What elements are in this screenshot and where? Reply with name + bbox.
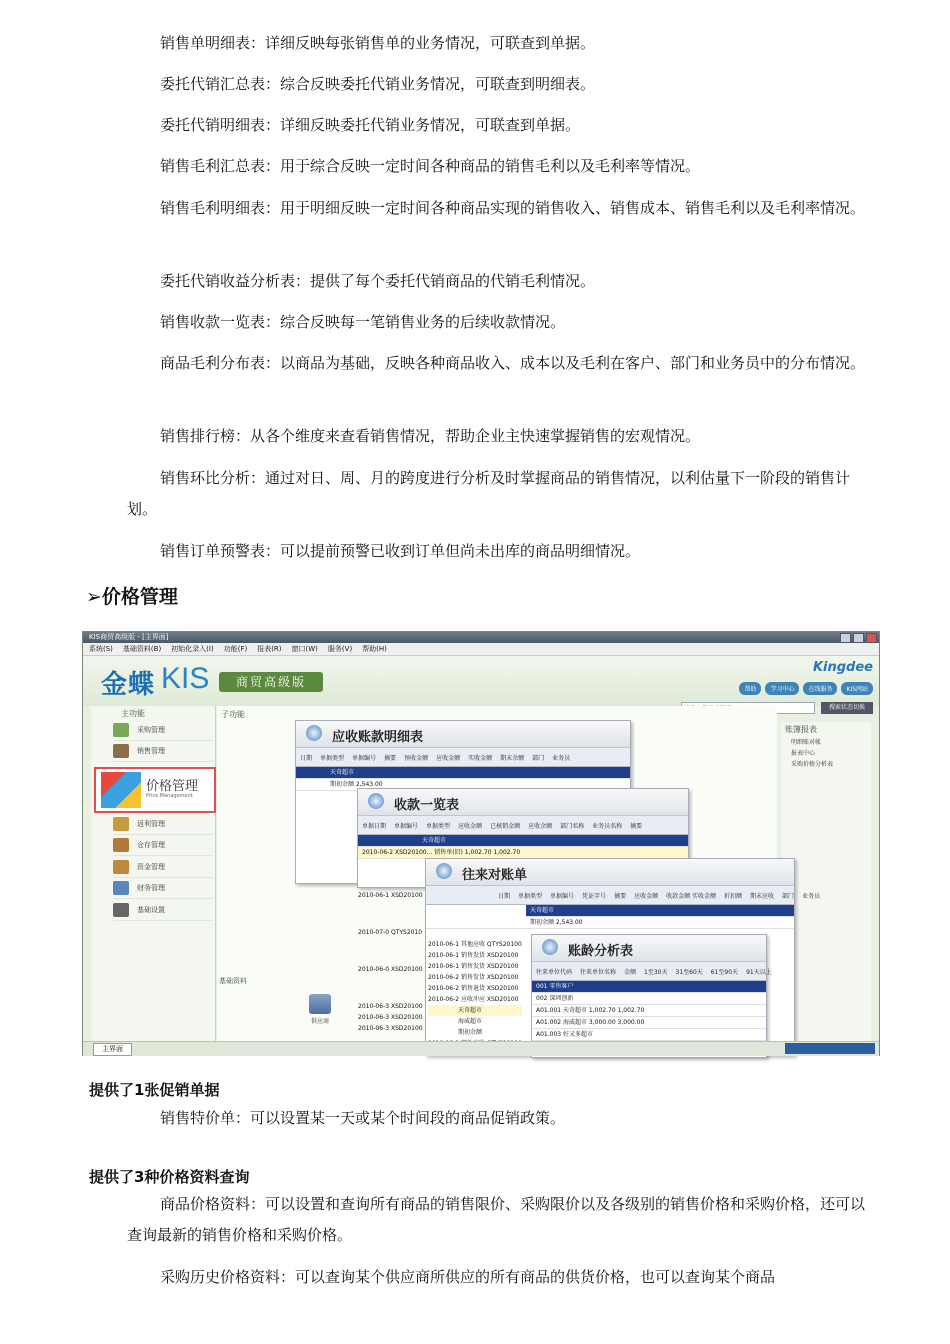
left-rows-2: 2010-06-1 XSD20100 2010-07-0 QTYS2010 2010-06-0 XSD20100 2010-06-3 XSD20100 2010-06-3 XSD20100 2010-06-3 XSD20100: [358, 892, 423, 1032]
online-service-button[interactable]: 在线服务: [803, 682, 837, 695]
menu-help[interactable]: 帮助(H): [362, 645, 387, 653]
report-aging-analysis[interactable]: 账龄分析表 往来单位代码 往来单位名称 金额 1至30天 31至60天 61至90天 91天以上 001 零售客户 002 深圳创新 A01.001 天奇超市 1,002.70 1,002.70 A01.002 海威超市 3,000.00 3,000.00 A01.003 好又多超市: [531, 934, 767, 1058]
menu-funds[interactable]: 资金管理: [113, 857, 213, 878]
settings-icon: [113, 903, 129, 917]
menu-bar: [83, 643, 879, 656]
table-row[interactable]: 期初余额 2,543.00: [426, 917, 794, 929]
search-switch-button[interactable]: 搜索状态切换: [821, 702, 873, 714]
brand-logo: Kingdee: [812, 660, 873, 675]
bullet-arrow-icon: ➢: [86, 586, 102, 608]
section-heading: ➢价格管理: [86, 586, 178, 608]
magnifier-icon: [368, 793, 384, 809]
paragraph-sales-chain: 销售环比分析：通过对日、周、月的跨度进行分析及时掌握商品的销售情况，以利估量下一阶段的销售计划。: [127, 469, 851, 518]
magnifier-icon: [306, 725, 322, 741]
minimize-icon[interactable]: [840, 633, 851, 643]
mid-rows: 2010-06-1 其他应收 QTYS20100 2010-06-1 销售发货 XSD20100 2010-06-1 销售发货 XSD20100 2010-06-2 销售发货 XSD20100 2010-06-2 销售退货 XSD20100 2010-06-2 应收冲应 XSD20100 天奇超市 海威超市 期初余额: [428, 941, 522, 1036]
menu-function[interactable]: 功能(F): [223, 645, 248, 653]
paragraph-promo: 销售特价单：可以设置某一天或某个时间段的商品促销政策。: [160, 1109, 566, 1127]
menu-service[interactable]: 服务(V): [327, 645, 353, 653]
account-report-title: 账簿报表: [785, 725, 817, 734]
paragraph-price-query-1: 商品价格资料：可以设置和查询所有商品的销售限价、采购限价以及各级别的销售价格和采购价格，还可以查询最新的销售价格和采购价格。: [127, 1195, 866, 1244]
right-item[interactable]: 报表中心: [791, 750, 816, 757]
table-row[interactable]: A01.003 好又多超市: [532, 1029, 766, 1041]
logo-kis: KIS: [161, 662, 210, 695]
window-titlebar: KIS商贸高级版 - [主界面]: [83, 632, 879, 643]
funds-icon: [113, 860, 129, 874]
logo-version: 商贸高级版: [219, 672, 323, 692]
supplier-shortcut[interactable]: 供应商: [305, 994, 335, 1025]
table-row[interactable]: 002 深圳创新: [532, 993, 766, 1005]
status-bar: [83, 1041, 879, 1056]
purchase-icon: [113, 723, 129, 737]
menu-sales[interactable]: 销售管理: [113, 741, 213, 762]
paragraph-consign-summary: 委托代销汇总表：综合反映委托代销业务情况，可联查到明细表。: [160, 75, 596, 93]
close-icon[interactable]: [866, 633, 877, 643]
kis-website-button[interactable]: KIS网站: [841, 682, 873, 695]
paragraph-consign-detail: 委托代销明细表：详细反映委托代销业务情况，可联查到单据。: [160, 116, 581, 134]
subhead-price-query: 提供了3种价格资料查询: [89, 1168, 250, 1186]
price-management-card[interactable]: 价格管理 Price Management: [94, 767, 216, 813]
price-cube-icon: [101, 772, 141, 808]
table-row[interactable]: A01.002 海威超市 3,000.00 3,000.00: [532, 1017, 766, 1029]
banner: [83, 656, 879, 706]
table-row[interactable]: 2010-06-2 XSD20100... 销售单(旧) 1,002.70 1,002.70: [358, 847, 688, 859]
table-row[interactable]: 天奇超市: [296, 767, 630, 779]
menu-window[interactable]: 窗口(W): [291, 645, 318, 653]
paragraph-consign-profit: 委托代销收益分析表：提供了每个委托代销商品的代销毛利情况。: [160, 272, 596, 290]
main-tab[interactable]: 主界面: [93, 1043, 132, 1056]
column-header: 日期 单据类型 单据编号 摘要 预收金额 应收金额 实收金额 期末余额 部门 业务员: [296, 748, 630, 767]
table-row[interactable]: 001 零售客户: [532, 981, 766, 993]
menu-system[interactable]: 系统(S): [89, 645, 113, 653]
paragraph-price-query-2: 采购历史价格资料：可以查询某个供应商所供应的所有商品的供货价格，也可以查询某个商品: [160, 1268, 776, 1286]
paragraph-receipt-list: 销售收款一览表：综合反映每一笔销售业务的后续收款情况。: [160, 313, 566, 331]
paragraph-margin-distribution: 商品毛利分布表：以商品为基础，反映各种商品收入、成本以及毛利在客户、部门和业务员中的分布情况。: [160, 354, 866, 372]
right-item[interactable]: 采购价格分析表: [791, 761, 834, 768]
menu-purchase[interactable]: 采购管理: [113, 720, 213, 741]
paragraph-sales-detail: 销售单明细表：详细反映每张销售单的业务情况，可联查到单据。: [160, 34, 596, 52]
subhead-promo: 提供了1张促销单据: [89, 1081, 220, 1099]
paragraph-margin-summary: 销售毛利汇总表：用于综合反映一定时间各种商品的销售毛利以及毛利率等情况。: [160, 157, 701, 175]
main-function-title: 主功能: [121, 709, 145, 718]
column-header: 往来单位代码 往来单位名称 金额 1至30天 31至60天 61至90天 91天以上: [532, 962, 766, 981]
rebate-icon: [113, 817, 129, 831]
report-receipt-list[interactable]: 收款一览表 单据日期 单据编号 单据类型 应收金额 已核销金额 应收余额 部门名称 业务员名称 摘要 天奇超市 2010-06-2 XSD20100... 销售单(旧) 1,002.70 1,002.70: [357, 788, 689, 888]
paragraph-margin-detail: 销售毛利明细表：用于明细反映一定时间各种商品实现的销售收入、销售成本、销售毛利以及毛利率情况。: [160, 199, 866, 217]
supplier-icon: [309, 994, 331, 1014]
menu-finance[interactable]: 财务管理: [113, 878, 213, 899]
menu-rebate[interactable]: 返利管理: [113, 814, 213, 835]
system-tray: [785, 1043, 875, 1054]
base-data-label: 基础资料: [219, 977, 247, 985]
maximize-icon[interactable]: [853, 633, 864, 643]
logo-cn: 金蝶: [101, 670, 156, 700]
help-button[interactable]: 帮助: [739, 682, 761, 695]
software-screenshot: [82, 631, 880, 1056]
paragraph-order-warning: 销售订单预警表：可以提前预警已收到订单但尚未出库的商品明细情况。: [160, 542, 641, 560]
table-row[interactable]: A01.001 天奇超市 1,002.70 1,002.70: [532, 1005, 766, 1017]
table-row[interactable]: 期初余额 2,543.00: [296, 779, 630, 791]
paragraph-sales-ranking: 销售排行榜：从各个维度来查看销售情况，帮助企业主快速掌握销售的宏观情况。: [160, 427, 701, 445]
report-receivable-detail[interactable]: 应收账款明细表 日期 单据类型 单据编号 摘要 预收金额 应收金额 实收金额 期末余额 部门 业务员 天奇超市 期初余额 2,543.00: [295, 720, 631, 884]
magnifier-icon: [542, 939, 558, 955]
table-row[interactable]: 天奇超市: [358, 835, 688, 847]
menu-basic-data[interactable]: 基础资料(B): [122, 645, 162, 653]
sub-function-title: 子功能: [221, 710, 245, 719]
finance-icon: [113, 881, 129, 895]
sales-icon: [113, 744, 129, 758]
column-header: 日期 单据类型 单据编号 凭证字号 摘要 应收金额 收款金额 实收金额 折扣额 期末应收 部门 业务员: [426, 886, 794, 905]
column-header: 单据日期 单据编号 单据类型 应收金额 已核销金额 应收余额 部门名称 业务员名称 摘要: [358, 816, 688, 835]
warehouse-icon: [113, 838, 129, 852]
menu-report[interactable]: 报表(R): [257, 645, 282, 653]
menu-init[interactable]: 初始化录入(I): [171, 645, 214, 653]
report-account-statement[interactable]: 往来对账单 日期 单据类型 单据编号 凭证字号 摘要 应收金额 收款金额 实收金额 折扣额 期末应收 部门 业务员 天奇超市 期初余额 2,543.00 2010-06-1 其他应收 QTYS20100 2010-06-1 销售发货 XSD20100 2010-06-1 销售发货 XSD20100 2010-06-2 销售发货 XSD20100 2010-06-2 销售退货 XSD20100 2010-06-2 应收冲应 XSD20100 天奇超市 海威超市 期初余额: [425, 858, 795, 1056]
right-item[interactable]: 明细账对帐: [791, 739, 822, 746]
menu-basic-settings[interactable]: 基础设置: [113, 900, 213, 921]
learning-center-button[interactable]: 学习中心: [765, 682, 799, 695]
main-function-panel: [91, 706, 216, 1041]
menu-warehouse[interactable]: 仓存管理: [113, 835, 213, 856]
table-row[interactable]: 天奇超市: [526, 905, 794, 917]
magnifier-icon: [436, 863, 452, 879]
